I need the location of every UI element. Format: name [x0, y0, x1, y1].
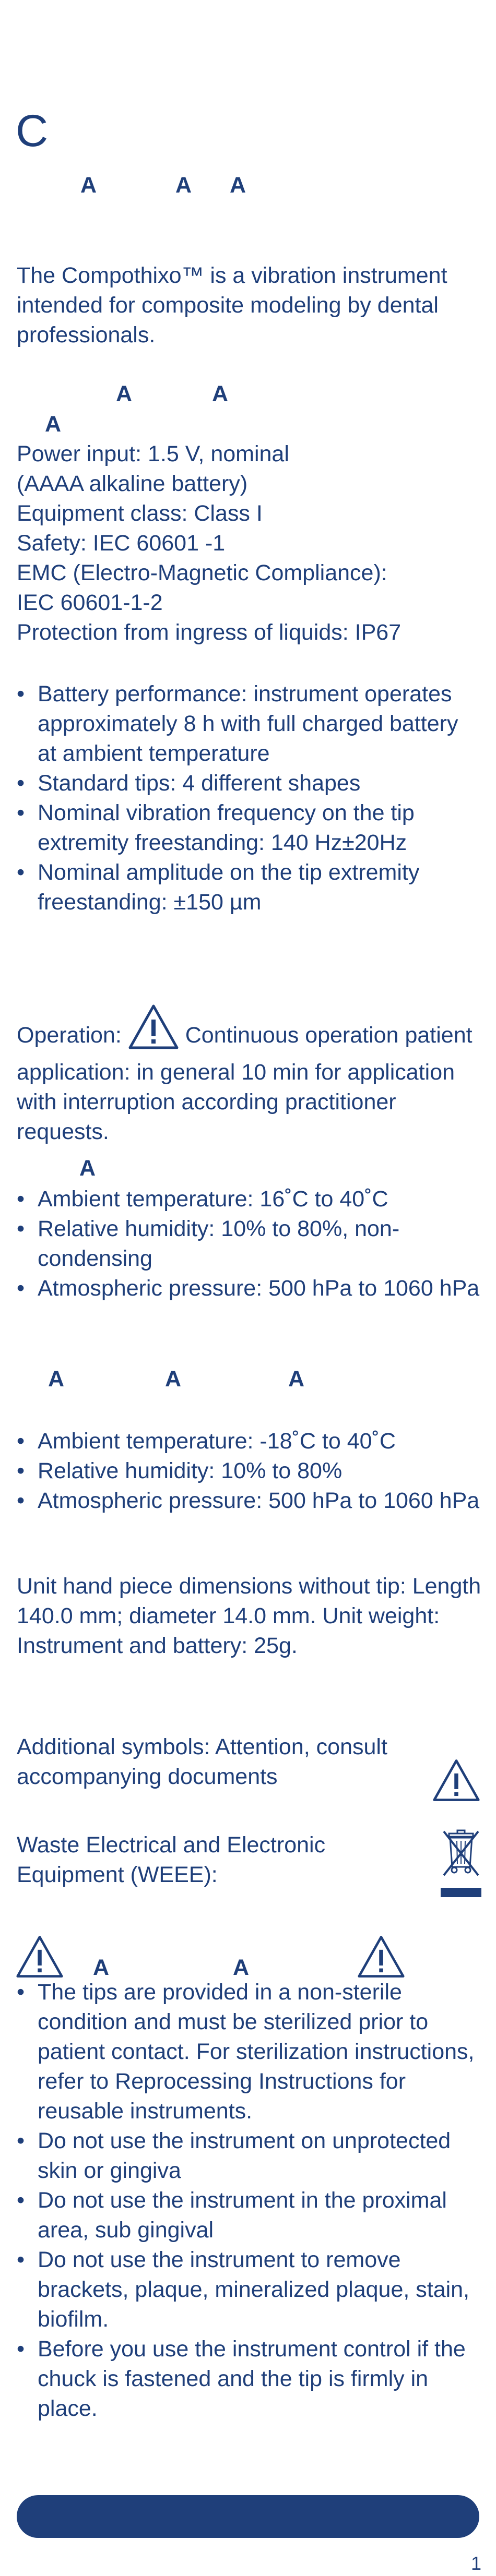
- list-item: • Nominal amplitude on the tip extremity freestanding: ±150 µm: [17, 858, 481, 917]
- list-item: • Ambient temperature: -18˚C to 40˚C: [17, 1427, 481, 1456]
- footer-bar: [17, 2495, 479, 2538]
- list-item: • The tips are provided in a non-sterile condition and must be sterilized prior to patient contact. For sterilization instructions, refer to Reprocessing Instructions for reusable instruments.: [17, 1978, 481, 2126]
- subheading-fragment: A: [230, 173, 246, 198]
- list-item: • Nominal vibration frequency on the tip extremity freestanding: 140 Hz±20Hz: [17, 798, 481, 858]
- warnings-heading-fragment: A: [93, 1955, 110, 1980]
- list-item: • Before you use the instrument control if the chuck is fastened and the tip is firmly in place.: [17, 2334, 481, 2424]
- list-item: • Do not use the instrument in the proximal area, sub gingival: [17, 2186, 481, 2245]
- crossed-out-wheelie-bin-icon: [440, 1828, 482, 1902]
- weee-text: Waste Electrical and Electronic Equipment (WEEE):: [17, 1832, 326, 1887]
- spec-heading-fragment: A: [45, 412, 62, 437]
- storage-conditions-list: [17, 1427, 481, 1516]
- warning-triangle-icon: [128, 1004, 179, 1058]
- list-item: • Relative humidity: 10% to 80%: [17, 1456, 481, 1486]
- list-item: • Standard tips: 4 different shapes: [17, 769, 481, 798]
- intro-paragraph: The Compothixo™ is a vibration instrument intended for composite modeling by dental professionals.: [17, 263, 447, 348]
- performance-list: [17, 679, 481, 917]
- page-number: 1: [470, 2553, 481, 2574]
- spec-line: IEC 60601-1-2: [17, 590, 163, 615]
- subheading-fragment: A: [175, 173, 192, 198]
- spec-line: Power input: 1.5 V, nominal: [17, 441, 289, 466]
- warnings-list: [17, 1978, 481, 2424]
- storage-heading-fragment: A: [165, 1367, 182, 1392]
- spec-line: Protection from ingress of liquids: IP67: [17, 620, 401, 645]
- dimensions-paragraph: Unit hand piece dimensions without tip: Length 140.0 mm; diameter 14.0 mm. Unit weight: Instrument and battery: 25g.: [17, 1574, 481, 1658]
- warnings-heading-fragment: A: [233, 1955, 250, 1980]
- specifications-list: [17, 439, 481, 648]
- spec-line: (AAAA alkaline battery): [17, 471, 248, 496]
- page-title: C: [16, 106, 49, 156]
- spec-heading-fragment: A: [116, 381, 133, 406]
- attention-symbol-text: Additional symbols: Attention, consult accompanying documents: [17, 1734, 387, 1789]
- operating-heading-fragment: A: [79, 1156, 96, 1181]
- warning-triangle-icon: [357, 1935, 405, 1981]
- operating-conditions-list: [17, 1184, 481, 1303]
- storage-heading-fragment: A: [288, 1367, 305, 1392]
- list-item: • Do not use the instrument to remove brackets, plaque, mineralized plaque, stain, biofilm.: [17, 2245, 481, 2334]
- list-item: • Do not use the instrument on unprotected skin or gingiva: [17, 2126, 481, 2186]
- spec-heading-fragment: A: [212, 381, 229, 406]
- subheading-fragment: A: [80, 173, 97, 198]
- list-item: • Battery performance: instrument operates approximately 8 h with full charged battery at ambient temperature: [17, 679, 481, 769]
- spec-line: Safety: IEC 60601 -1: [17, 531, 226, 556]
- operation-text: Continuous operation patient application: in general 10 min for application with interruption according practitioner requests.: [17, 1023, 473, 1144]
- list-item: • Atmospheric pressure: 500 hPa to 1060 hPa: [17, 1486, 481, 1516]
- operation-paragraph: [17, 1004, 481, 1147]
- spec-line: Equipment class: Class I: [17, 501, 263, 526]
- list-item: • Atmospheric pressure: 500 hPa to 1060 hPa: [17, 1274, 481, 1303]
- list-item: • Ambient temperature: 16˚C to 40˚C: [17, 1184, 481, 1214]
- warning-triangle-icon: [16, 1935, 64, 1981]
- list-item: • Relative humidity: 10% to 80%, non-condensing: [17, 1214, 481, 1274]
- storage-heading-fragment: A: [48, 1367, 65, 1392]
- warning-triangle-icon: [432, 1758, 480, 1805]
- spec-line: EMC (Electro-Magnetic Compliance):: [17, 560, 387, 585]
- operation-label: Operation:: [17, 1023, 122, 1048]
